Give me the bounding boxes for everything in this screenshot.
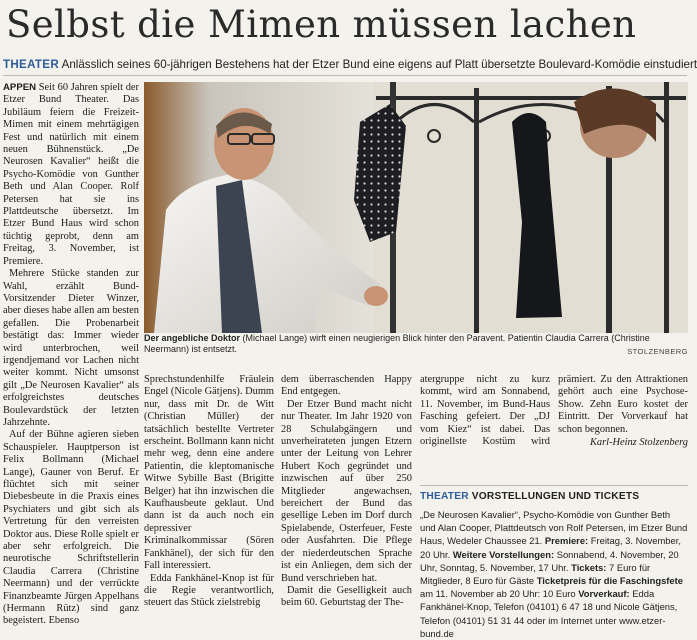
infobox-divider: [420, 485, 688, 486]
column4-paragraph-1: atergruppe nicht zu kurz kommt, wird am Sonnabend, 11. November, im Bund-Haus Fasching gefeiert. Der „DJ vom Kiez“ ist dabei. Das originellste Kostüm wird prämiert. Zu den Attraktionen gehört auch eine Psychose-Show. Zehn Euro kostet der Eintritt. Der Vorverkauf hat schon begonnen.: [420, 374, 688, 448]
article-photo: [144, 82, 688, 333]
subheadline-text: Anlässlich seines 60-jährigen Bestehens hat der Etzer Bund eine eigens auf Platt übersetzte Boulevard-Komödie einstudiert: [61, 58, 697, 71]
headline-divider: [3, 75, 687, 76]
more-shows-label: Weitere Vorstellungen:: [452, 548, 555, 560]
presale-label: Vorverkauf:: [578, 588, 630, 600]
column1-paragraph-1: [3, 82, 139, 268]
tickets-label: Tickets:: [571, 561, 607, 573]
article-column-2: [144, 374, 274, 612]
article-column-1: [3, 82, 139, 627]
column1-paragraph-1-text: Seit 60 Jahren spielt der Etzer Bund Theater. Das Jubiläum feiern die Freizeit-Mimen mit einem mehrtägigen Fest und natürlich mit einem neuen Bühnenstück. „De Neurosen Kavalier“ heißt die Psycho-Komödie von Gunther Beth und Alan Cooper. Rolf Petersen hat sie ins Plattdeutsche übersetzt. Im Etzer Bund Haus wird schon tüchtig geprobt, denn am Freitag, 3. November, ist Premiere.: [3, 82, 139, 267]
photo-credit: STOLZENBERG: [627, 347, 688, 356]
article-author: Karl-Heinz Stolzenberg: [589, 437, 688, 449]
column3-paragraph-2: Der Etzer Bund macht nicht nur Theater. Im Jahr 1920 von 28 Schulabgängern und unverheirateten jungen Etzern unter der Leitung von Lehrer Hubert Koch gegründet und inzwischen auf über 250 Mitglieder angewachsen, bereichert der Bund das gesellige Leben im Dorf durch Spielabende, Osterfeuer, Feste oder Ausfahrten. Die Pflege der niederdeutschen Sprache ist ein Anliegen, dem sich der Bund verschrieben hat.: [281, 398, 412, 584]
column3-paragraph-3: Damit die Geselligkeit auch beim 60. Geburtstag der The-: [281, 584, 412, 609]
more-shows-text: Sonnabend, 4. November, 20 Uhr, Sonntag, 5. November, 17 Uhr.: [420, 548, 679, 573]
article-headline: Selbst die Mimen müssen lachen: [6, 3, 637, 46]
fasching-label: Ticketpreis für die Faschingsfete: [536, 575, 683, 587]
fasching-text: am 11. November ab 20 Uhr: 10 Euro: [420, 588, 576, 600]
dateline: APPEN: [3, 82, 37, 93]
subheadline-kicker: THEATER: [3, 58, 59, 71]
article-column-3: [281, 374, 412, 612]
column2-paragraph-1: Sprechstundenhilfe Fräulein Engel (Nicole Gätjens). Dumm nur, dass mit Dr. de Witt (Christian Müller) der tatsächlich bestellte Vertreter erscheint. Bollmann kann nicht mehr weg, denn eine andere Patientin, die kleptomanische Witwe Sybille Bast (Brigitte Belger) hat ihn inzwischen die Kaufhausbeute geklaut. Und dann ist da auch noch ein depressiver Kriminalkommissar (Sören Fankhänel), der sich für den Fall interessiert.: [144, 374, 274, 572]
column3-paragraph-1: dem überraschenden Happy End entgegen.: [281, 374, 412, 398]
article-subheadline: [3, 56, 697, 74]
caption-lead: Der angebliche Doktor: [144, 333, 241, 343]
caption-text: (Michael Lange) wirft einen neugierigen Blick hinter den Paravent. Patientin Claudia Carrera (Christine Neermann) ist entsetzt.: [144, 333, 650, 354]
infobox-body: [420, 508, 688, 640]
column2-paragraph-2: Edda Fankhänel-Knop ist für die Regie verantwortlich, steuert das Stück zielstrebig: [144, 572, 274, 609]
premiere-label: Premiere:: [544, 535, 589, 547]
infobox-kicker: THEATER: [420, 491, 469, 502]
column1-paragraph-2: Mehrere Stücke standen zur Wahl, erzählt Bund-Vorsitzender Dieter Winzer, aber dieses habe allen am besten gefallen. Die Probenarbeit bestätigt das: Immer wieder wird unterbrochen, weil irgendjemand vor Lachen nicht weiter kommt. Nicht umsonst gilt „De Neurosen Kavalier“ als erfolgreichstes deutsches Boulevardstück der letzten Jahrzehnte.: [3, 268, 139, 428]
infobox-heading: [420, 489, 688, 505]
article-column-4: [420, 374, 688, 484]
tickets-infobox: [420, 489, 688, 639]
infobox-title: VORSTELLUNGEN UND TICKETS: [471, 491, 640, 502]
tickets-text: 7 Euro für Mitglieder, 8 Euro für Gäste: [420, 561, 651, 587]
photo-illustration: [144, 82, 688, 333]
infobox-intro: „De Neurosen Kavalier“, Psycho-Komödie von Gunther Beth und Alan Cooper, Plattdeutsch von Rolf Petersen, im Etzer Bund Haus, Wedeler Chaussee 21.: [420, 509, 688, 547]
column1-paragraph-3: Auf der Bühne agieren sieben Schauspieler. Hauptperson ist Felix Bollmann (Michael Lange), Gauner von Beruf. Er flüchtet sich mit seiner Diebesbeute in die Praxis eines Psychiaters und gibt sich als Vertretung für den verreisten Doktor aus. Diese Rolle spielt er aber sehr erfolgreich. Die neurotische Schriftstellerin Claudia Carrera (Christine Neermann) und der verrückte Finanzbeamte Jürgen Appelhans (Hermann Rütz) sind ganz begeistert. Ebenso: [3, 429, 139, 627]
premiere-text: Freitag, 3. November, 20 Uhr.: [420, 535, 681, 560]
presale-text: Edda Fankhänel-Knop, Telefon (04101) 6 47 18 und Nicole Gätjens, Telefon (04101) 51 31 44 oder im Internet unter www.etzer-bund.de: [420, 588, 678, 639]
